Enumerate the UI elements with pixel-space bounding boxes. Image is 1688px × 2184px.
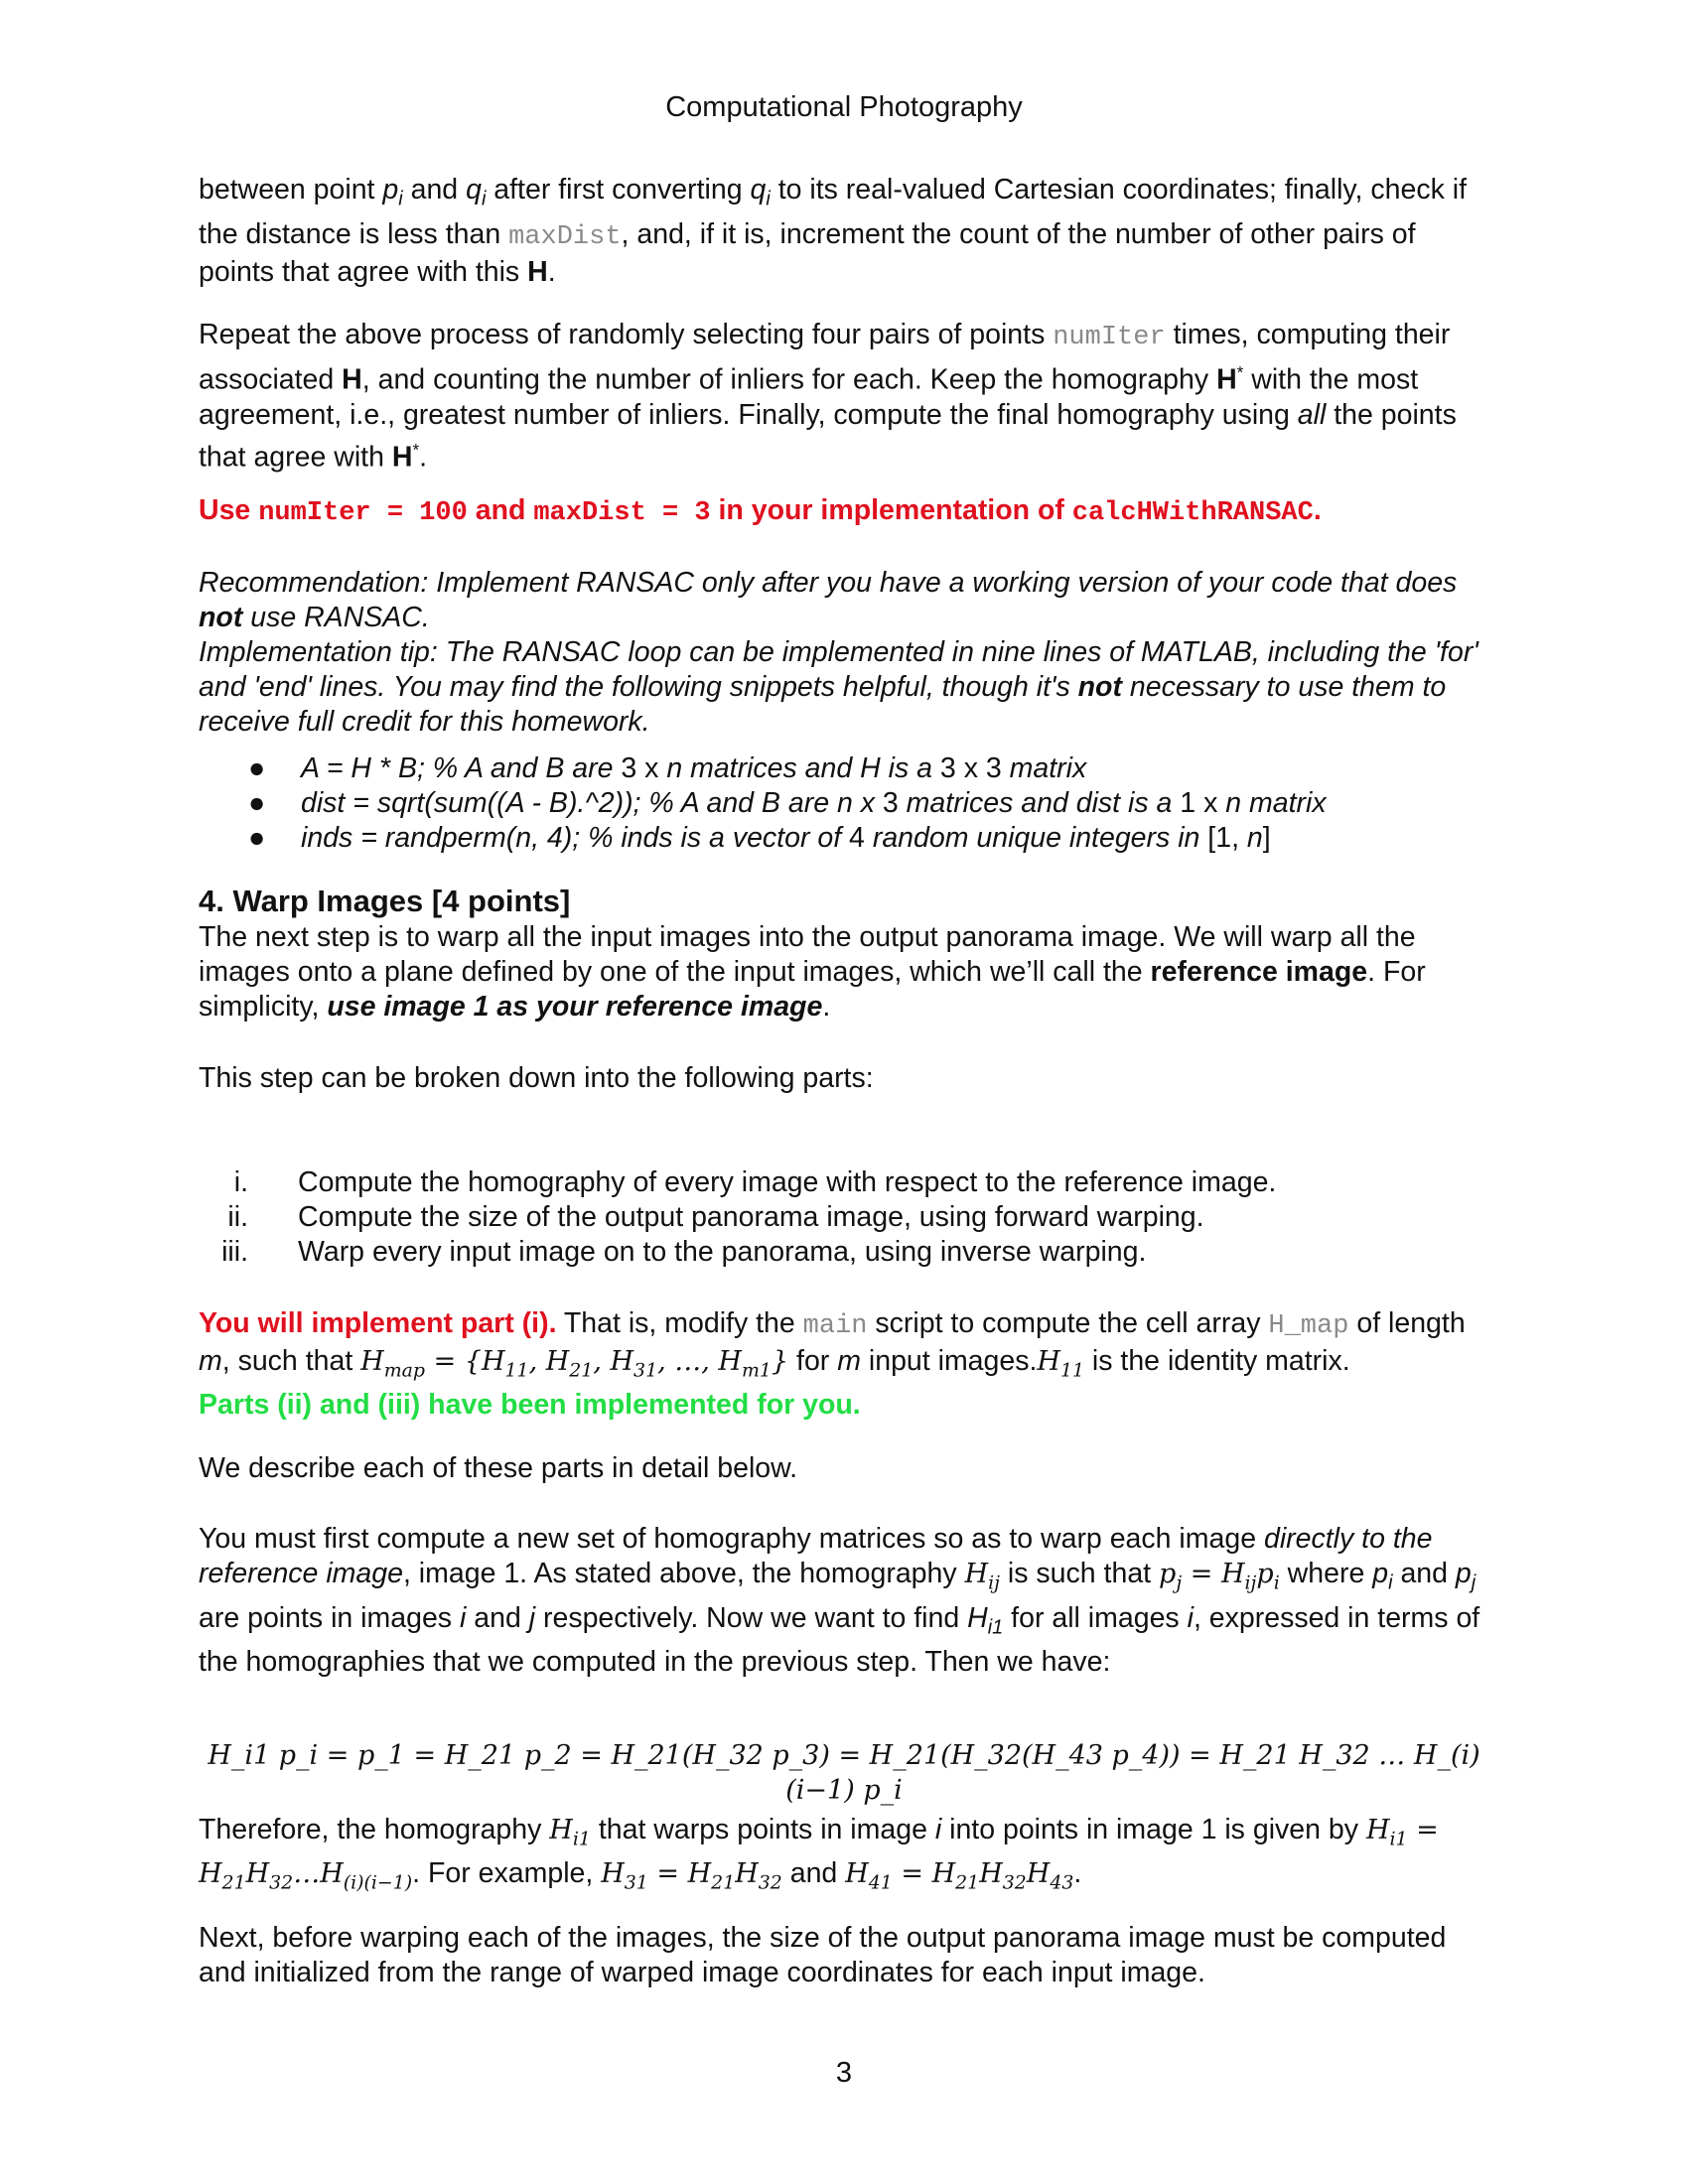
paragraph-therefore: Therefore, the homography $H_{i1}$ that warps points in image i into points in image 1 is given by $H_{i1}$ = $H_{21}H_{32}\dots H_{(i)(i-1)}$. For example, $H_{31} = H_{21}H_{32}$ and $H_{41} = H_{21}H_{32}H_{43}$. xyxy=(199,1814,1439,1894)
paragraph-implement-part: You will implement part (i). That is, modify the main script to compute the cell array H_map of length m, such that $H_{map} = \{H_{11}$, $H_{21}$, $H_{31}$, …, $H_{m1}$} for m input $images.H_{11}$ is the identity matrix. Parts (ii) and (iii) have been implemented for you. xyxy=(199,1307,1466,1422)
paragraph-distance-check: between point $p_i$ and $q_i$ after first converting $q_i$ to its real-valued Cartesian coordinates; finally, check if the distance is less than maxDist, and, if it is, increment the count of the number of other pairs of points that agree with this H. xyxy=(199,174,1467,288)
paragraph-homography-explain: You must first compute a new set of homography matrices so as to warp each image directly to the reference image, image 1. As stated above, the homography $H_{ij}$ is such that $p_j = H_{ij}p_i$ where $p_i$ and $p_j$ are points in images i and j respectively. Now we want to find $H_{i1}$ for all images i, expressed in terms of the homographies that we computed in the previous step. Then we have: xyxy=(199,1523,1480,1679)
implementation-tip: Implementation tip: The RANSAC loop can be implemented in nine lines of MATLAB, including the 'for' and 'end' lines. You may find the following snippets helpful, though it's not necessary to use them to receive full credit for this homework. xyxy=(199,636,1478,738)
recommendation-block xyxy=(199,566,1489,740)
recommendation: Recommendation: Implement RANSAC only after you have a working version of your code that does not use RANSAC. xyxy=(199,567,1458,633)
list-item: ii. Compute the size of the output panorama image, using forward warping. xyxy=(227,1201,1204,1233)
ransac-parameters-instruction: Use numIter = 100 and maxDist = 3 in your implementation of calcHWithRANSAC. xyxy=(199,494,1322,528)
snippet-list xyxy=(199,751,1489,856)
list-item: ● inds = randperm(n, 4); % inds is a vector of 4 random unique integers in [1, n] xyxy=(248,822,1271,854)
section-heading: 4. Warp Images [4 points] xyxy=(199,884,571,918)
implemented-note: Parts (ii) and (iii) have been implemented for you. xyxy=(199,1389,861,1422)
code-numiter: numIter xyxy=(1053,323,1166,352)
list-item: ● A = H * B; % A and B are 3 x n matrices and H is a 3 x 3 matrix xyxy=(248,752,1087,784)
code-maxdist: maxDist xyxy=(508,221,622,252)
page-number: 3 xyxy=(835,2057,853,2089)
homography-equation: H_i1 p_i = p_1 = H_21 p_2 = H_21(H_32 p_3) = H_21(H_32(H_43 p_4)) = H_21 H_32 … H_(i)(i−1) p_i xyxy=(208,1740,1480,1806)
list-item: iii. Warp every input image on to the panorama, using inverse warping. xyxy=(221,1236,1147,1268)
paragraph-describe: We describe each of these parts in detail below. xyxy=(199,1452,798,1484)
paragraph-next-warping: Next, before warping each of the images, the size of the output panorama image must be computed and initialized from the range of warped image coordinates for each input image. xyxy=(199,1922,1447,1988)
list-item: ● dist = sqrt(sum((A - B).^2)); % A and B are n x 3 matrices and dist is a 1 x n matrix xyxy=(248,787,1327,819)
list-item: i. Compute the homography of every image with respect to the reference image. xyxy=(233,1166,1277,1198)
paragraph-repeat-process: Repeat the above process of randomly selecting four pairs of points numIter times, computing their associated H, and counting the number of inliers for each. Keep the homography H* with the most agreement, i.e., greatest number of inliers. Finally, compute the final homography using all the points that agree with H*. xyxy=(199,319,1457,473)
paragraph-warp-intro: The next step is to warp all the input images into the output panorama image. We will warp all the images onto a plane defined by one of the input images, which we’ll call the reference image. For simplicity, use image 1 as your reference image. xyxy=(199,921,1426,1023)
steps-list xyxy=(199,1165,1489,1270)
page-header: Computational Photography xyxy=(665,91,1023,123)
paragraph-step-intro: This step can be broken down into the following parts: xyxy=(199,1062,874,1094)
